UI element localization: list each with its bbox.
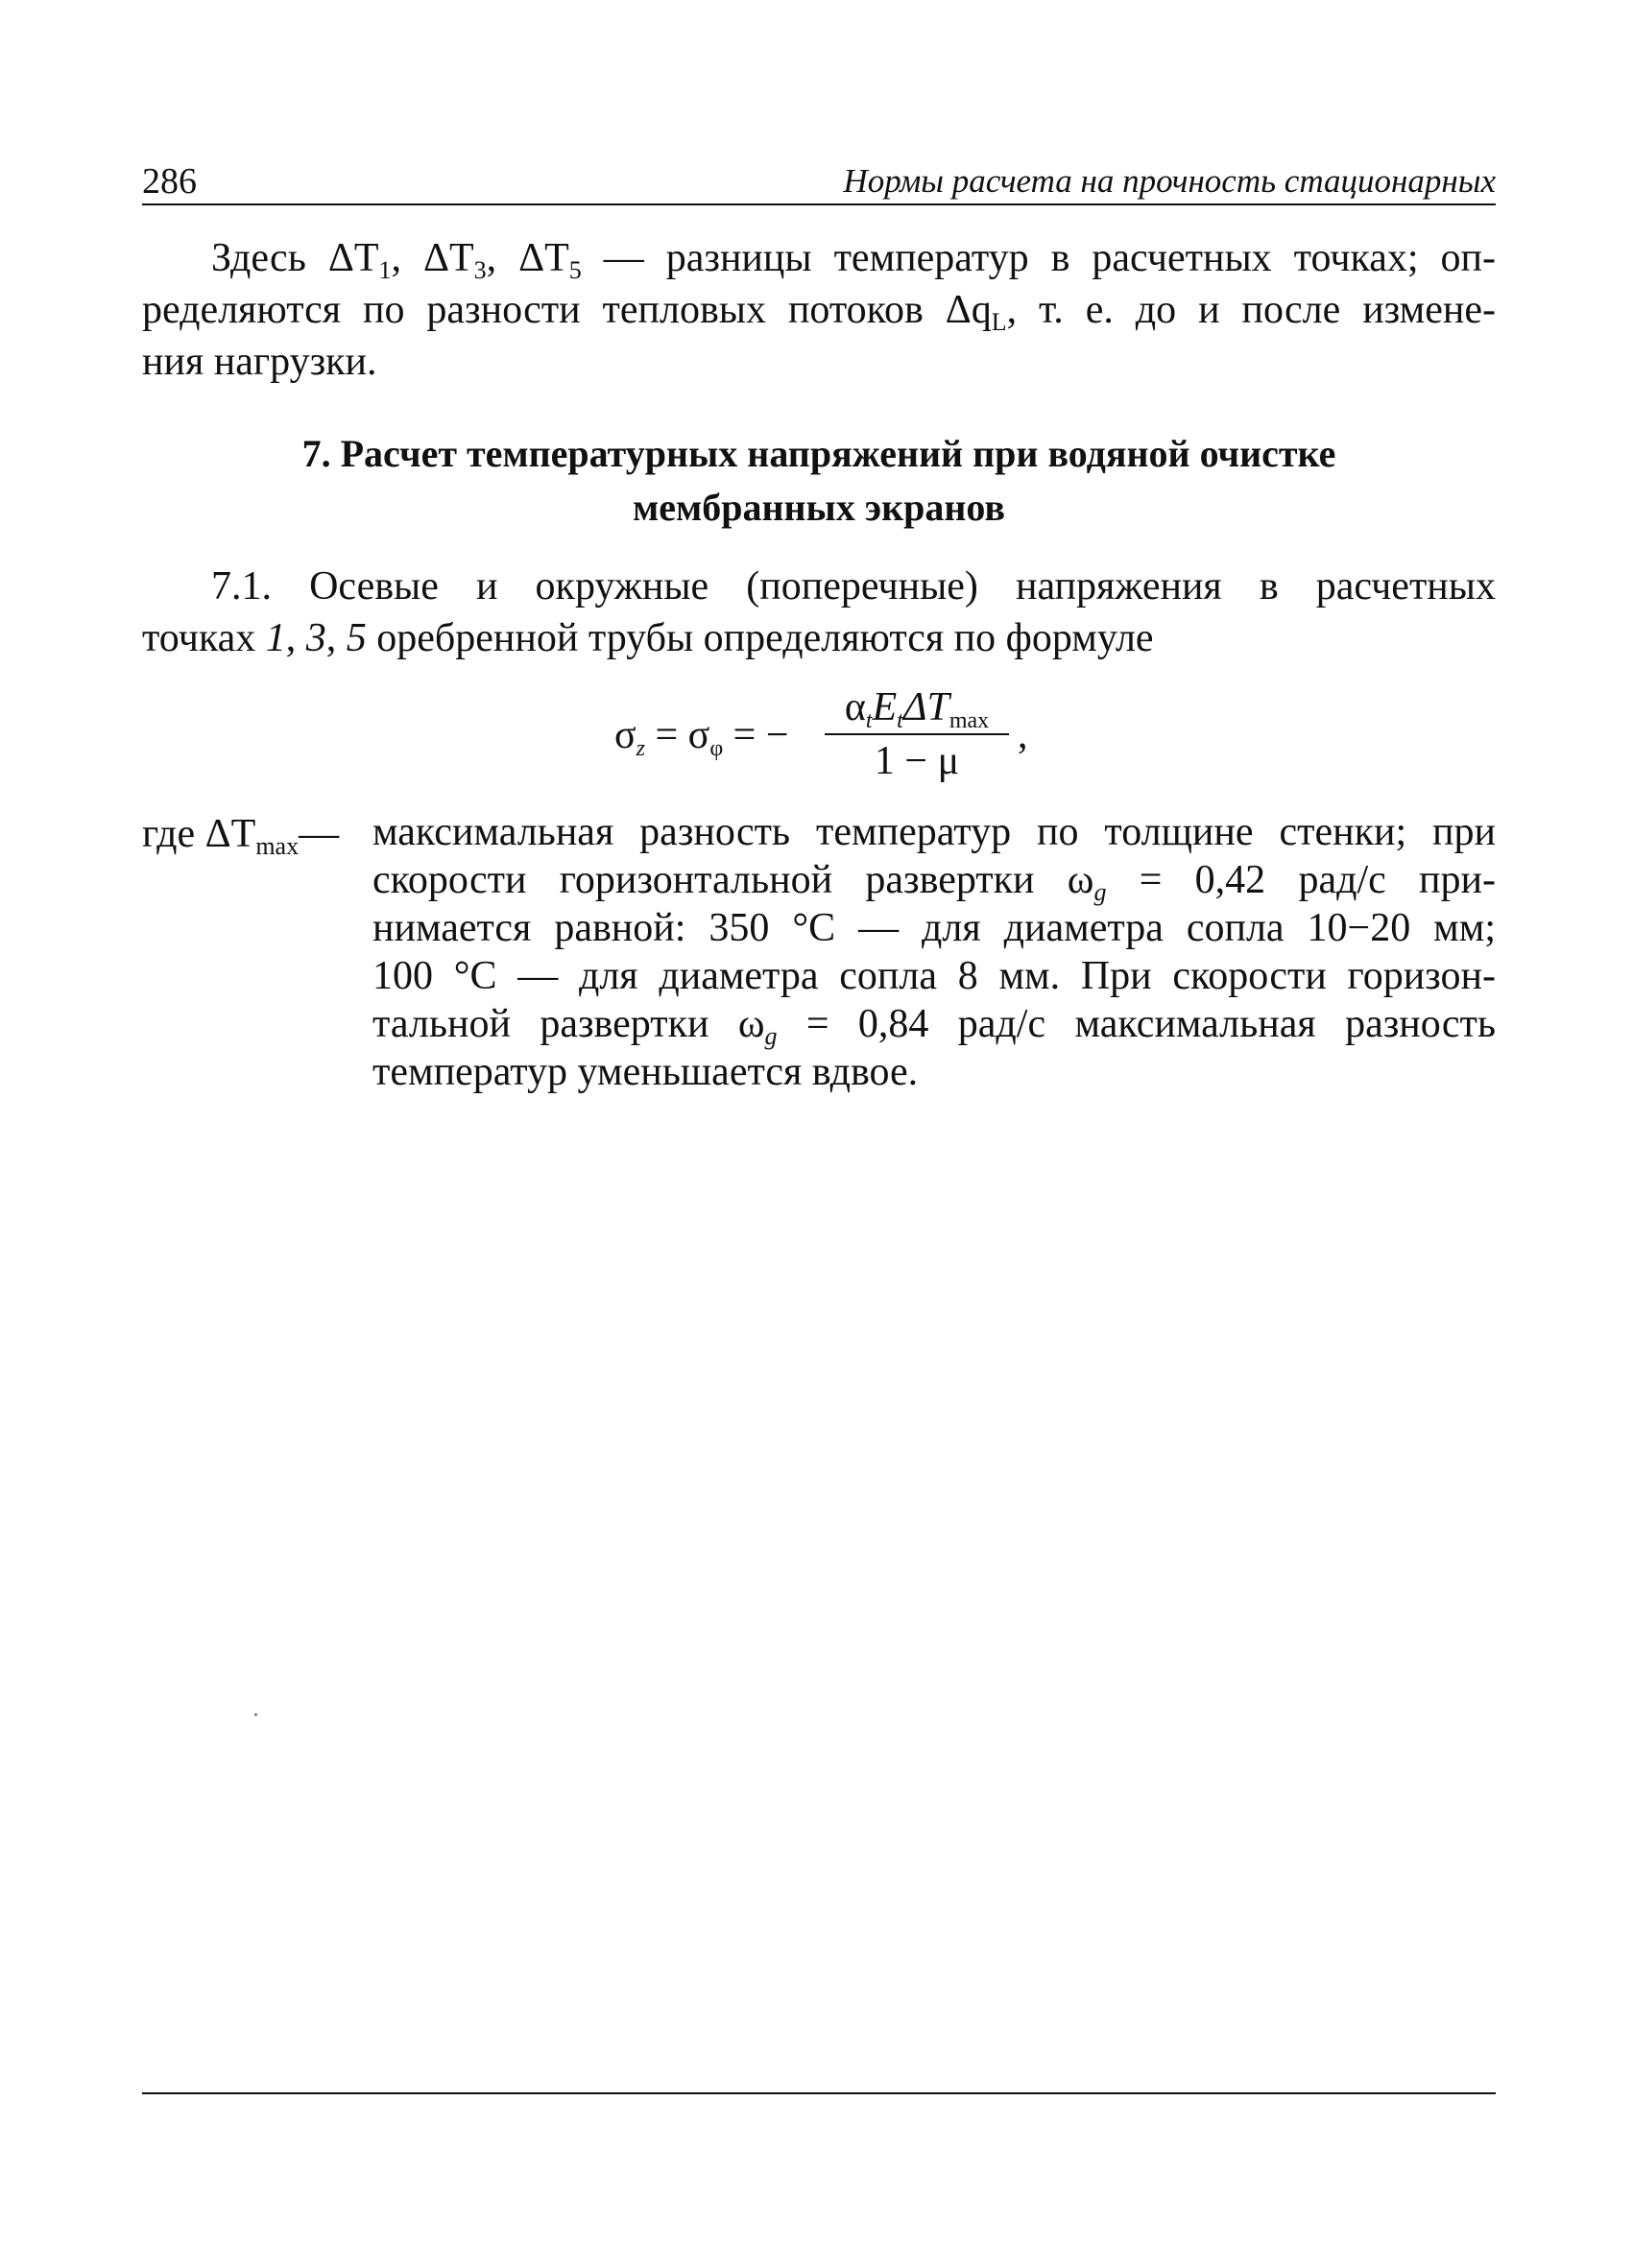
text-line: Здесь $\Delta T_1$, $\Delta T_3$, $\Delta T_5$ — разницы температур в расчетных точках; оп- (211, 236, 1496, 284)
text-line: 100 °С — для диаметра сопла 8 мм. При скорости горизон- (372, 954, 1496, 998)
fraction-bar (825, 733, 1009, 735)
text-line: ния нагрузки. (142, 340, 377, 384)
formula-fraction (821, 683, 1013, 785)
text-line: 7.1. Осевые и окружные (поперечные) напряжения в расчетных (211, 564, 1496, 609)
text-line: скорости горизонтальной развертки $\omega_g = 0,42$ рад/с при- (372, 858, 1496, 906)
formula-denominator: 1 − μ (874, 739, 960, 783)
text-line: температур уменьшается вдвое. (372, 1050, 919, 1094)
text-line: максимальная разность температур по толщине стенки; при (372, 810, 1496, 854)
text-line: ределяются по разности тепловых потоков $\Delta q_L$, т. е. до и после измене- (142, 288, 1496, 336)
text-line: нимается равной: 350 °С — для диаметра сопла 10−20 мм; (372, 906, 1496, 950)
scan-speck (254, 1713, 257, 1716)
section-heading-line: мембранных экранов (632, 486, 1006, 529)
page-number: 286 (142, 161, 197, 202)
definition-label: где $\Delta T_{max}—$ (142, 812, 340, 860)
running-header (142, 154, 1496, 205)
clause-7-1 (142, 561, 1496, 664)
formula-comma: , (1018, 713, 1028, 757)
stress-formula (614, 683, 1056, 799)
intro-paragraph (142, 232, 1496, 388)
formula-numerator: αtEtΔTmax (844, 685, 990, 733)
text-line: тальной развертки $\omega_g = 0,84$ рад/с максимальная разность (372, 1002, 1496, 1050)
definition-text (372, 808, 1496, 1096)
running-title: Нормы расчета на прочность стационарных (843, 162, 1496, 200)
formula-lhs: σz = σφ = − (614, 713, 789, 761)
text-line: точках 1, 3, 5 оребренной трубы определяются по формуле (142, 616, 1154, 660)
section-heading (142, 427, 1496, 535)
bottom-rule (142, 2092, 1496, 2094)
section-heading-line: 7. Расчет температурных напряжений при водяной очистке (301, 432, 1336, 475)
